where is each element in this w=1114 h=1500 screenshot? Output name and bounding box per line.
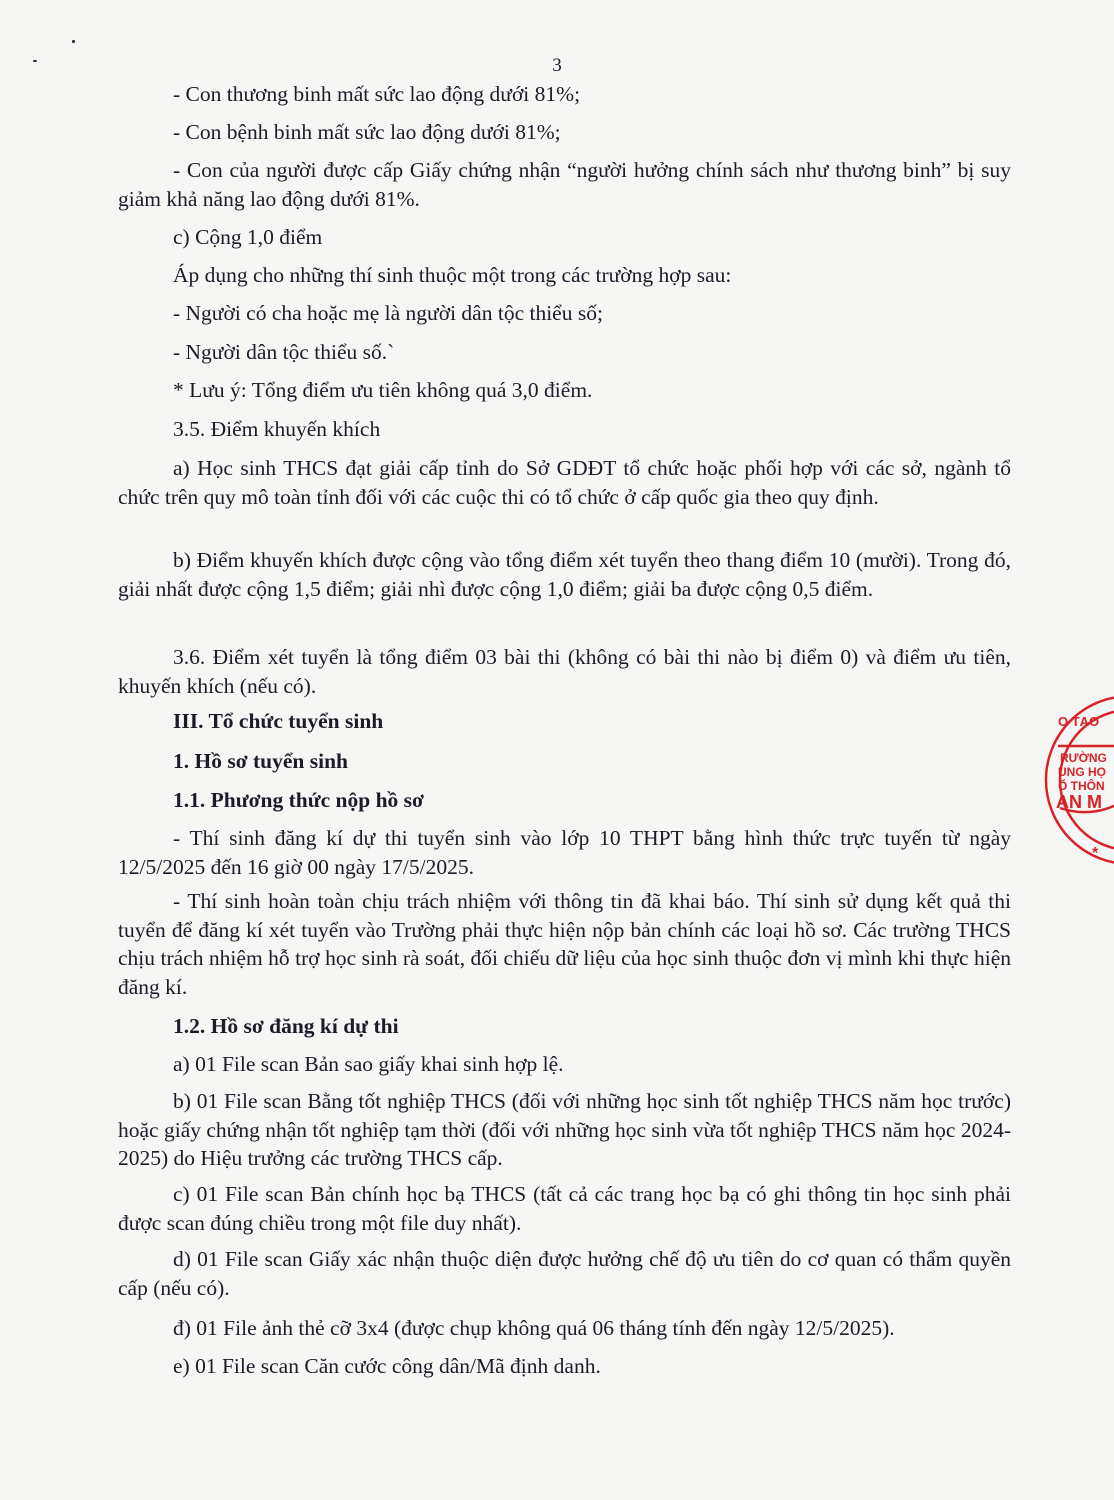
paragraph: 3.6. Điểm xét tuyển là tổng điểm 03 bài thi (không có bài thi nào bị điểm 0) và điểm ưu tiên, khuyến khích (nếu có). bbox=[118, 645, 1011, 698]
paragraph: - Người dân tộc thiểu số.` bbox=[173, 340, 395, 364]
paragraph: d) 01 File scan Giấy xác nhận thuộc diện được hưởng chế độ ưu tiên do cơ quan có thẩm quyền cấp (nếu có). bbox=[118, 1247, 1011, 1300]
section-heading: 1.2. Hồ sơ đăng kí dự thi bbox=[173, 1014, 399, 1038]
paragraph: b) Điểm khuyến khích được cộng vào tổng điểm xét tuyển theo thang điểm 10 (mười). Trong đó, giải nhất được cộng 1,5 điểm; giải nhì được cộng 1,0 điểm; giải ba được cộng 0,5 điểm. bbox=[118, 548, 1011, 601]
paragraph: * Lưu ý: Tổng điểm ưu tiên không quá 3,0 điểm. bbox=[173, 378, 593, 402]
paragraph: đ) 01 File ảnh thẻ cỡ 3x4 (được chụp không quá 06 tháng tính đến ngày 12/5/2025). bbox=[173, 1316, 895, 1340]
page-number: 3 bbox=[552, 55, 562, 76]
paragraph: - Con bệnh binh mất sức lao động dưới 81%; bbox=[173, 120, 561, 144]
section-heading: 3.5. Điểm khuyến khích bbox=[173, 417, 381, 441]
paragraph: - Con của người được cấp Giấy chứng nhận “người hưởng chính sách như thương binh” bị suy giảm khả năng lao động dưới 81%. bbox=[118, 158, 1011, 211]
seal-text-line: * bbox=[1092, 845, 1099, 862]
seal-text-line: UNG HỌ bbox=[1058, 765, 1106, 779]
section-heading: III. Tổ chức tuyển sinh bbox=[173, 709, 384, 733]
paragraph: b) 01 File scan Bằng tốt nghiệp THCS (đối với những học sinh tốt nghiệp THCS năm học trước) hoặc giấy chứng nhận tốt nghiệp tạm thời (đối với những học sinh vừa tốt nghiệp THCS năm học 2024-2025) do Hiệu trưởng các trường THCS cấp. bbox=[118, 1089, 1011, 1170]
section-heading: 1. Hồ sơ tuyển sinh bbox=[173, 749, 348, 773]
paragraph: e) 01 File scan Căn cước công dân/Mã định danh. bbox=[173, 1354, 601, 1378]
scan-speck bbox=[72, 40, 75, 43]
paragraph: - Thí sinh đăng kí dự thi tuyển sinh vào lớp 10 THPT bằng hình thức trực tuyến từ ngày 12/5/2025 đến 16 giờ 00 ngày 17/5/2025. bbox=[118, 826, 1011, 879]
seal-text-line: RƯỜNG bbox=[1060, 751, 1107, 765]
paragraph: c) Cộng 1,0 điểm bbox=[173, 225, 323, 249]
paragraph: a) Học sinh THCS đạt giải cấp tỉnh do Sở GDĐT tổ chức hoặc phối hợp với các sở, ngành tổ chức trên quy mô toàn tỉnh đối với các cuộc thi có tổ chức ở cấp quốc gia theo quy định. bbox=[118, 456, 1011, 509]
paragraph: - Người có cha hoặc mẹ là người dân tộc thiểu số; bbox=[173, 301, 603, 325]
official-seal bbox=[1040, 690, 1114, 870]
paragraph: Áp dụng cho những thí sinh thuộc một trong các trường hợp sau: bbox=[173, 263, 732, 287]
paragraph: a) 01 File scan Bản sao giấy khai sinh hợp lệ. bbox=[173, 1052, 564, 1076]
paragraph: - Thí sinh hoàn toàn chịu trách nhiệm với thông tin đã khai báo. Thí sinh sử dụng kết quả thi tuyển để đăng kí xét tuyển vào Trường phải thực hiện nộp bản chính các loại hồ sơ. Các trường THCS chịu trách nhiệm hỗ trợ học sinh rà soát, đối chiếu dữ liệu của học sinh thuộc đơn vị mình khi thực hiện đăng kí. bbox=[118, 889, 1011, 999]
seal-text-line: AN M bbox=[1056, 792, 1102, 812]
seal-text-line: Ổ THÔN bbox=[1058, 779, 1105, 793]
paragraph: c) 01 File scan Bản chính học bạ THCS (tất cả các trang học bạ có ghi thông tin học sinh phải được scan đúng chiều trong một file duy nhất). bbox=[118, 1182, 1011, 1235]
seal-text-line: O TẠO bbox=[1058, 714, 1100, 729]
section-heading: 1.1. Phương thức nộp hồ sơ bbox=[173, 788, 424, 812]
paragraph: - Con thương binh mất sức lao động dưới 81%; bbox=[173, 82, 581, 106]
